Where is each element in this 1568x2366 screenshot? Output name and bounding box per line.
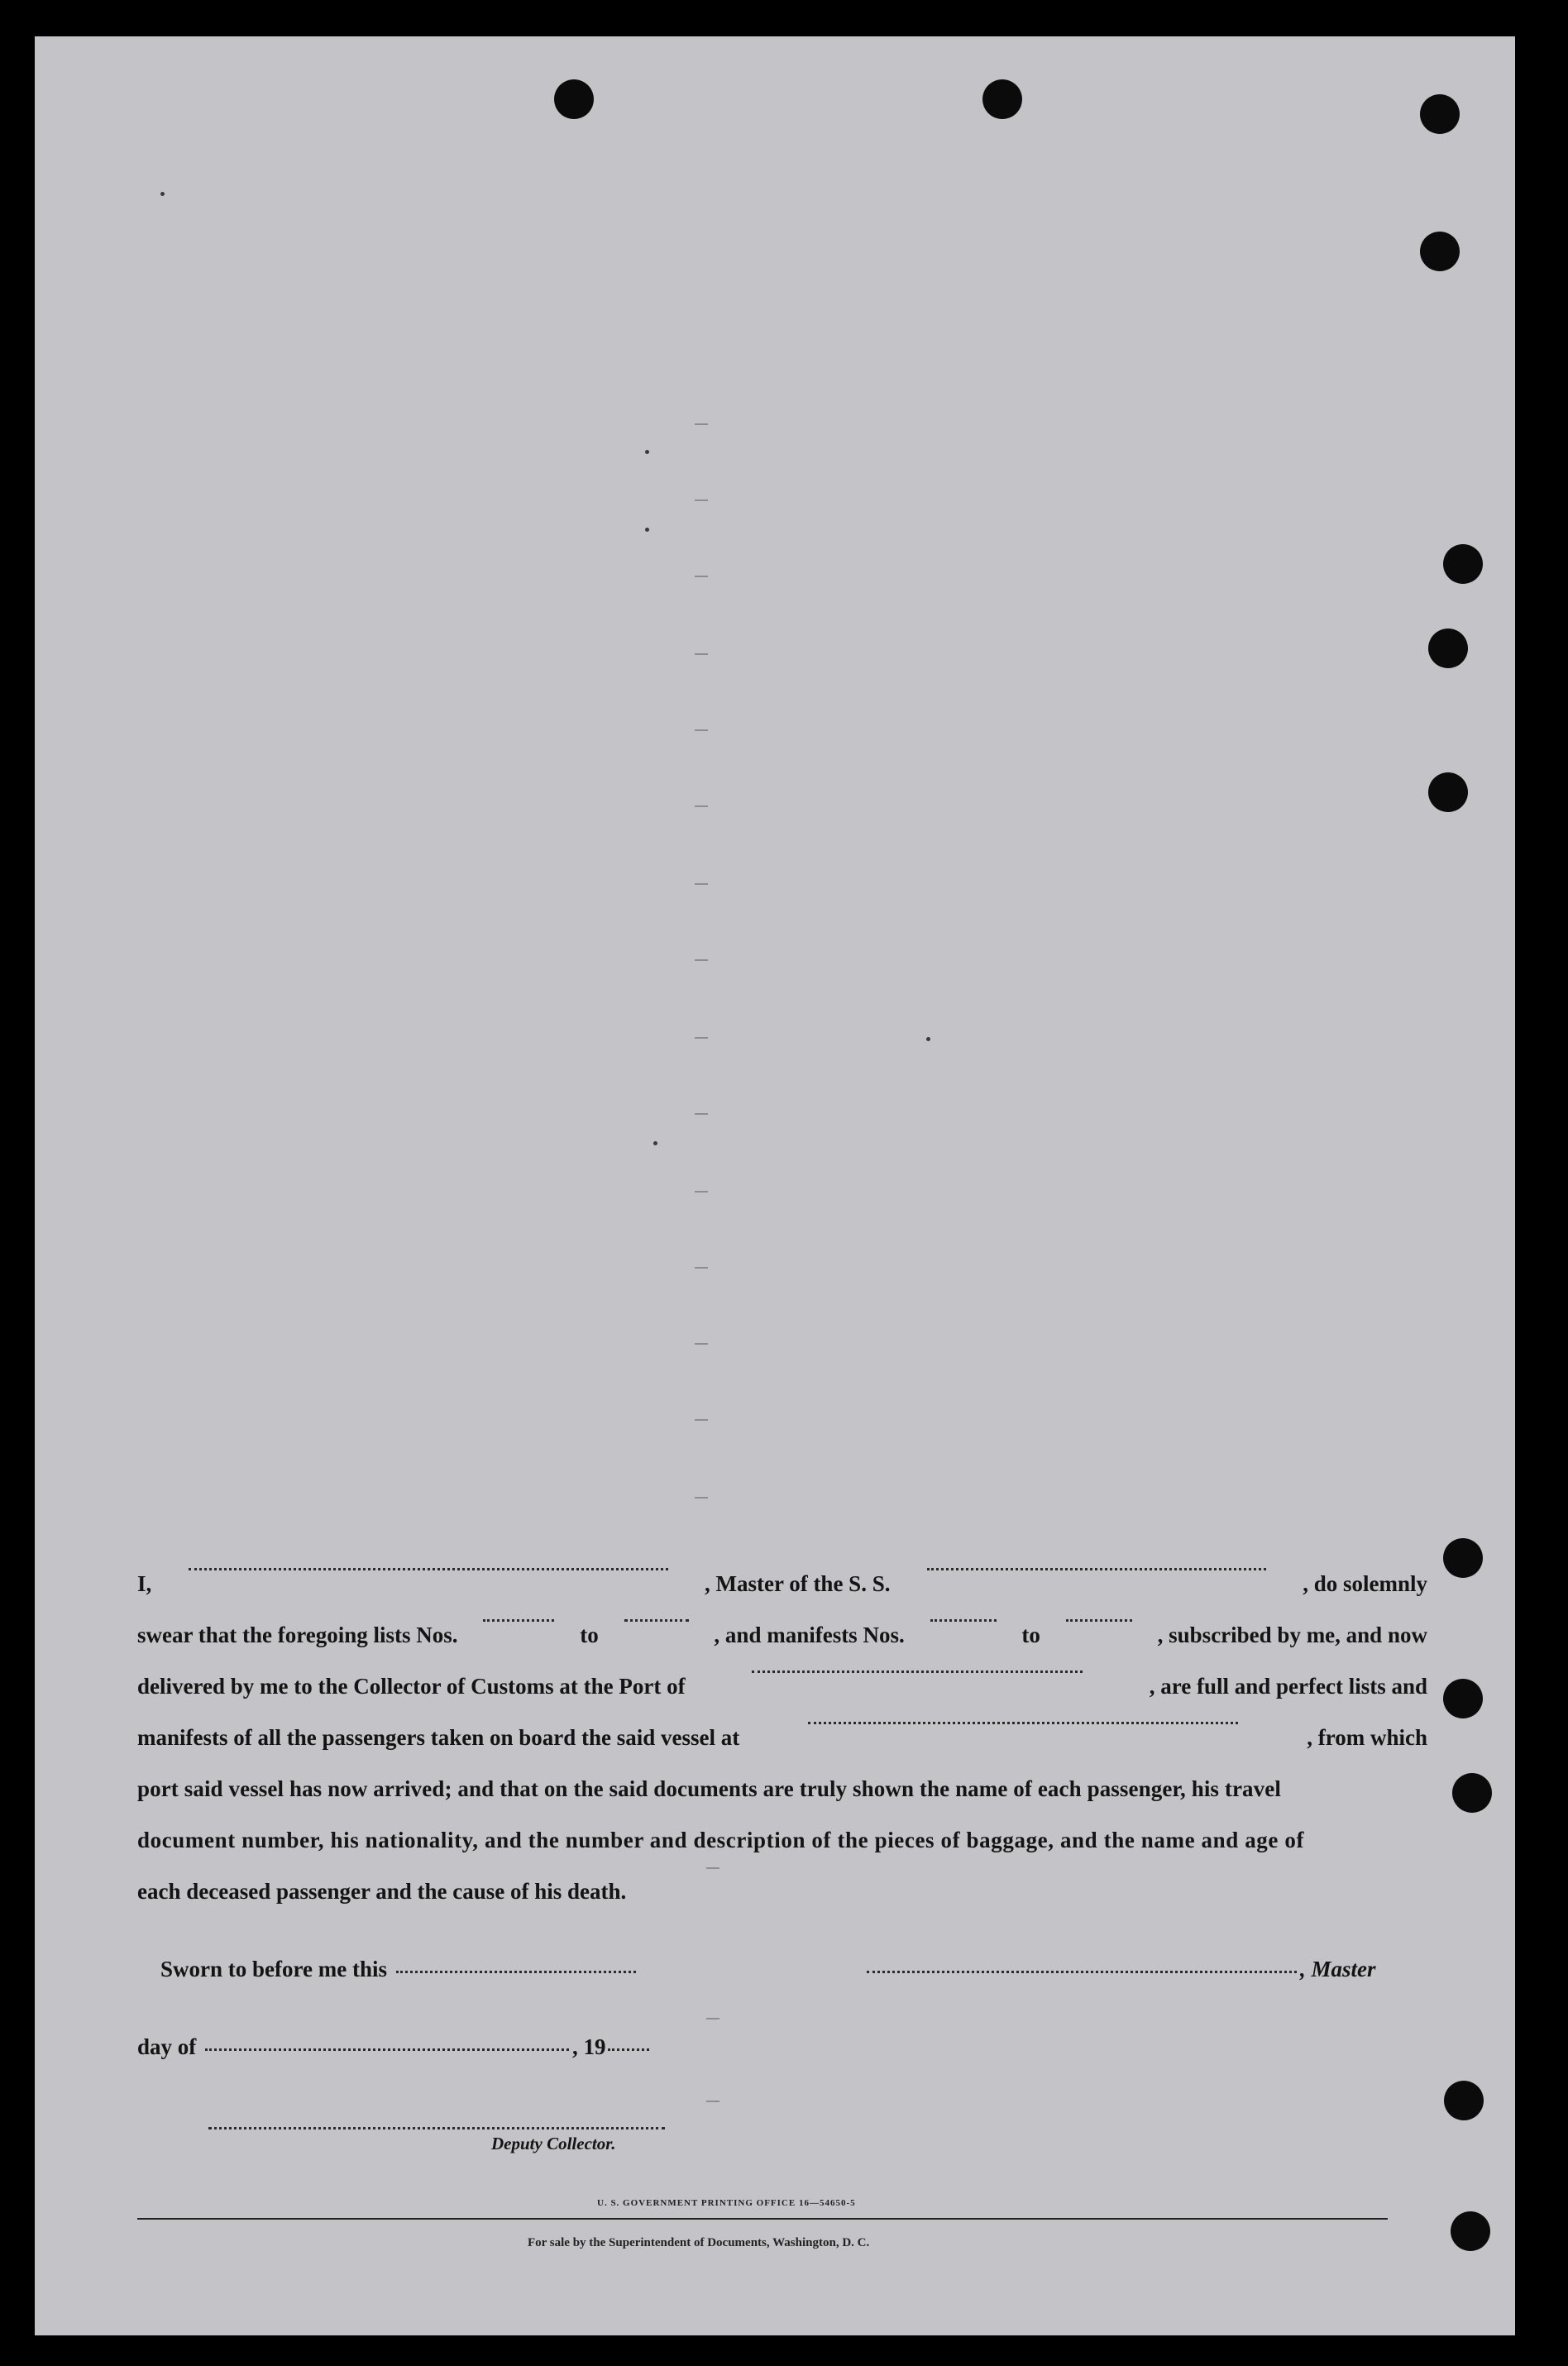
oath-to-2: to (1021, 1623, 1040, 1647)
lists-from-blank[interactable] (483, 1619, 554, 1622)
oath-line-7: each deceased passenger and the cause of his death. (137, 1879, 627, 1904)
punch-hole (1428, 772, 1468, 812)
year-blank[interactable] (608, 2048, 649, 2051)
oath-line-1 (137, 1571, 1427, 1597)
column-tick (695, 805, 708, 807)
sale-notice: For sale by the Superintendent of Documents, Washington, D. C. (528, 2236, 870, 2249)
column-tick (695, 1267, 708, 1269)
punch-hole (1443, 1679, 1483, 1718)
punch-hole (1451, 2211, 1490, 2251)
punch-hole (1452, 1773, 1492, 1813)
oath-boarded-at: manifests of all the passengers taken on board the said vessel at (137, 1725, 740, 1750)
column-tick (706, 1867, 719, 1869)
sworn-label: Sworn to before me this (160, 1957, 387, 1981)
speck (926, 1037, 930, 1041)
vessel-name-blank[interactable] (927, 1568, 1266, 1570)
lists-to-blank[interactable] (624, 1619, 689, 1622)
column-tick (706, 2018, 719, 2019)
oath-to-1: to (580, 1623, 599, 1647)
speck (160, 192, 165, 196)
column-tick (695, 729, 708, 731)
punch-hole (1420, 94, 1460, 134)
port-blank[interactable] (752, 1671, 1083, 1673)
oath-pronoun: I, (137, 1571, 152, 1596)
column-tick (695, 883, 708, 885)
oath-line-4 (137, 1725, 1427, 1751)
column-tick (695, 576, 708, 577)
column-tick (695, 499, 708, 501)
oath-port-label: delivered by me to the Collector of Customs at the Port of (137, 1674, 686, 1699)
oath-solemnly: , do solemnly (1303, 1571, 1427, 1596)
printer-imprint: U. S. GOVERNMENT PRINTING OFFICE 16—54650-5 (597, 2198, 856, 2208)
deputy-collector-label: Deputy Collector. (491, 2134, 616, 2153)
oath-line-2 (137, 1623, 1427, 1648)
oath-line-6: document number, his nationality, and the number and description of the pieces of baggage, and the name and age of (137, 1828, 1305, 1852)
column-tick (706, 2101, 719, 2102)
day-label: day of (137, 2034, 197, 2059)
form-sheet (35, 36, 1515, 2335)
column-tick (695, 423, 708, 425)
master-name-blank[interactable] (189, 1568, 668, 1570)
column-tick (695, 1113, 708, 1115)
oath-line-3 (137, 1674, 1427, 1699)
punch-hole (982, 79, 1022, 119)
speck (645, 528, 649, 532)
day-line (137, 2034, 716, 2060)
column-tick (695, 1497, 708, 1498)
manifests-to-blank[interactable] (1066, 1619, 1132, 1622)
punch-hole (1420, 232, 1460, 271)
column-tick (695, 1037, 708, 1039)
manifests-from-blank[interactable] (930, 1619, 997, 1622)
punch-hole (1444, 2081, 1484, 2120)
punch-hole (1443, 1538, 1483, 1578)
speck (653, 1141, 657, 1145)
sworn-day-blank[interactable] (396, 1971, 636, 1973)
oath-subscribed: , subscribed by me, and now (1157, 1623, 1427, 1647)
master-signature-blank[interactable] (867, 1971, 1297, 1973)
punch-hole (1443, 544, 1483, 584)
master-signature-label: , Master (1300, 1957, 1376, 1981)
deputy-signature-blank[interactable] (208, 2127, 665, 2129)
oath-full-perfect: , are full and perfect lists and (1149, 1674, 1427, 1699)
column-tick (695, 1419, 708, 1421)
month-blank[interactable] (205, 2048, 569, 2051)
column-tick (695, 653, 708, 655)
oath-master-label: , Master of the S. S. (704, 1571, 891, 1596)
oath-line-5: port said vessel has now arrived; and that on the said documents are truly shown the name of each passenger, his travel (137, 1776, 1281, 1801)
master-signature-line (863, 1957, 1393, 1982)
departure-port-blank[interactable] (808, 1722, 1238, 1724)
oath-lists-label: swear that the foregoing lists Nos. (137, 1623, 458, 1647)
punch-hole (1428, 629, 1468, 668)
column-tick (695, 959, 708, 961)
year-label: , 19 (572, 2034, 606, 2059)
footer-rule (137, 2218, 1388, 2220)
punch-hole (554, 79, 594, 119)
speck (645, 450, 649, 454)
column-tick (695, 1343, 708, 1345)
sworn-line (160, 1957, 698, 1982)
column-tick (695, 1191, 708, 1193)
oath-from-which: , from which (1307, 1725, 1427, 1750)
oath-manifests-label: , and manifests Nos. (714, 1623, 905, 1647)
